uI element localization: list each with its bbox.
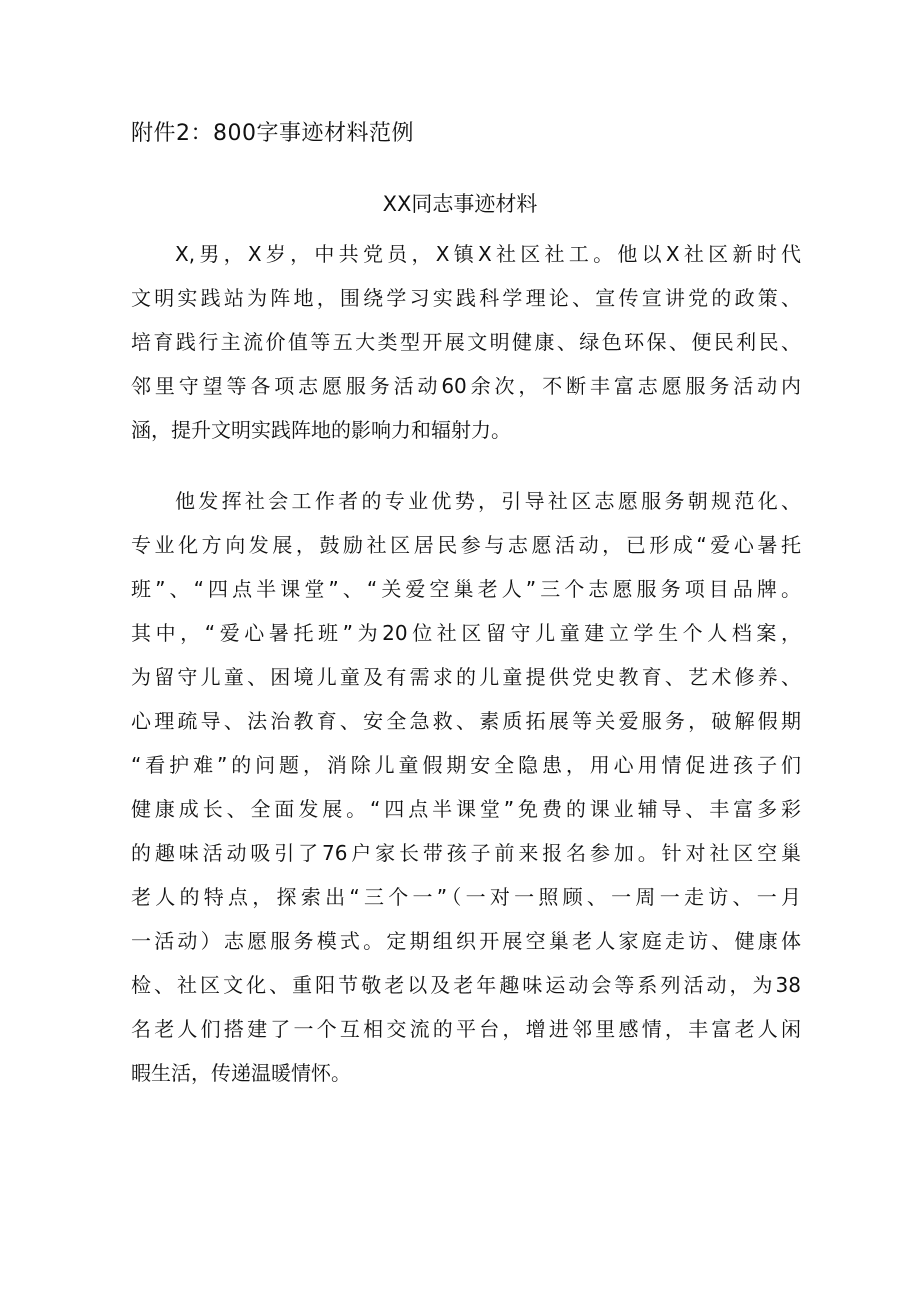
paragraph-line: 班”、“四点半课堂”、“关爱空巢老人”三个志愿服务项目品牌。 <box>131 577 801 601</box>
paragraph-line: 其中，“爱心暑托班”为20位社区留守儿童建立学生个人档案， <box>131 621 801 645</box>
document-title: XX同志事迹材料 <box>382 192 538 216</box>
paragraph-line: 暇生活，传递温暖情怀。 <box>131 1061 351 1085</box>
paragraph-line: 名老人们搭建了一个互相交流的平台，增进邻里感情，丰富老人闲 <box>131 1017 801 1041</box>
paragraph-line: 邻里守望等各项志愿服务活动60余次，不断丰富志愿服务活动内 <box>131 374 801 398</box>
paragraph-line: 专业化方向发展，鼓励社区居民参与志愿活动，已形成“爱心暑托 <box>131 533 801 557</box>
paragraph-line: 为留守儿童、困境儿童及有需求的儿童提供党史教育、艺术修养、 <box>131 665 801 689</box>
attachment-title: 附件2：800字事迹材料范例 <box>131 121 414 146</box>
paragraph-2 <box>131 479 801 1095</box>
paragraph-line: X,男，X岁，中共党员，X镇X社区社工。他以X社区新时代 <box>175 242 801 266</box>
paragraph-line: “看护难”的问题，消除儿童假期安全隐患，用心用情促进孩子们 <box>131 753 801 777</box>
paragraph-line: 老人的特点，探索出“三个一”（一对一照顾、一周一走访、一月 <box>131 885 801 909</box>
paragraph-line: 他发挥社会工作者的专业优势，引导社区志愿服务朝规范化、 <box>175 489 801 513</box>
paragraph-line: 心理疏导、法治教育、安全急救、素质拓展等关爱服务，破解假期 <box>131 709 801 733</box>
paragraph-1 <box>131 232 801 452</box>
paragraph-line: 培育践行主流价值等五大类型开展文明健康、绿色环保、便民利民、 <box>131 330 801 354</box>
paragraph-line: 的趣味活动吸引了76户家长带孩子前来报名参加。针对社区空巢 <box>131 841 801 865</box>
paragraph-line: 检、社区文化、重阳节敬老以及老年趣味运动会等系列活动，为38 <box>131 973 801 997</box>
paragraph-line: 涵，提升文明实践阵地的影响力和辐射力。 <box>131 418 511 442</box>
paragraph-line: 健康成长、全面发展。“四点半课堂”免费的课业辅导、丰富多彩 <box>131 797 801 821</box>
paragraph-line: 一活动）志愿服务模式。定期组织开展空巢老人家庭走访、健康体 <box>131 929 801 953</box>
paragraph-line: 文明实践站为阵地，围绕学习实践科学理论、宣传宣讲党的政策、 <box>131 286 801 310</box>
